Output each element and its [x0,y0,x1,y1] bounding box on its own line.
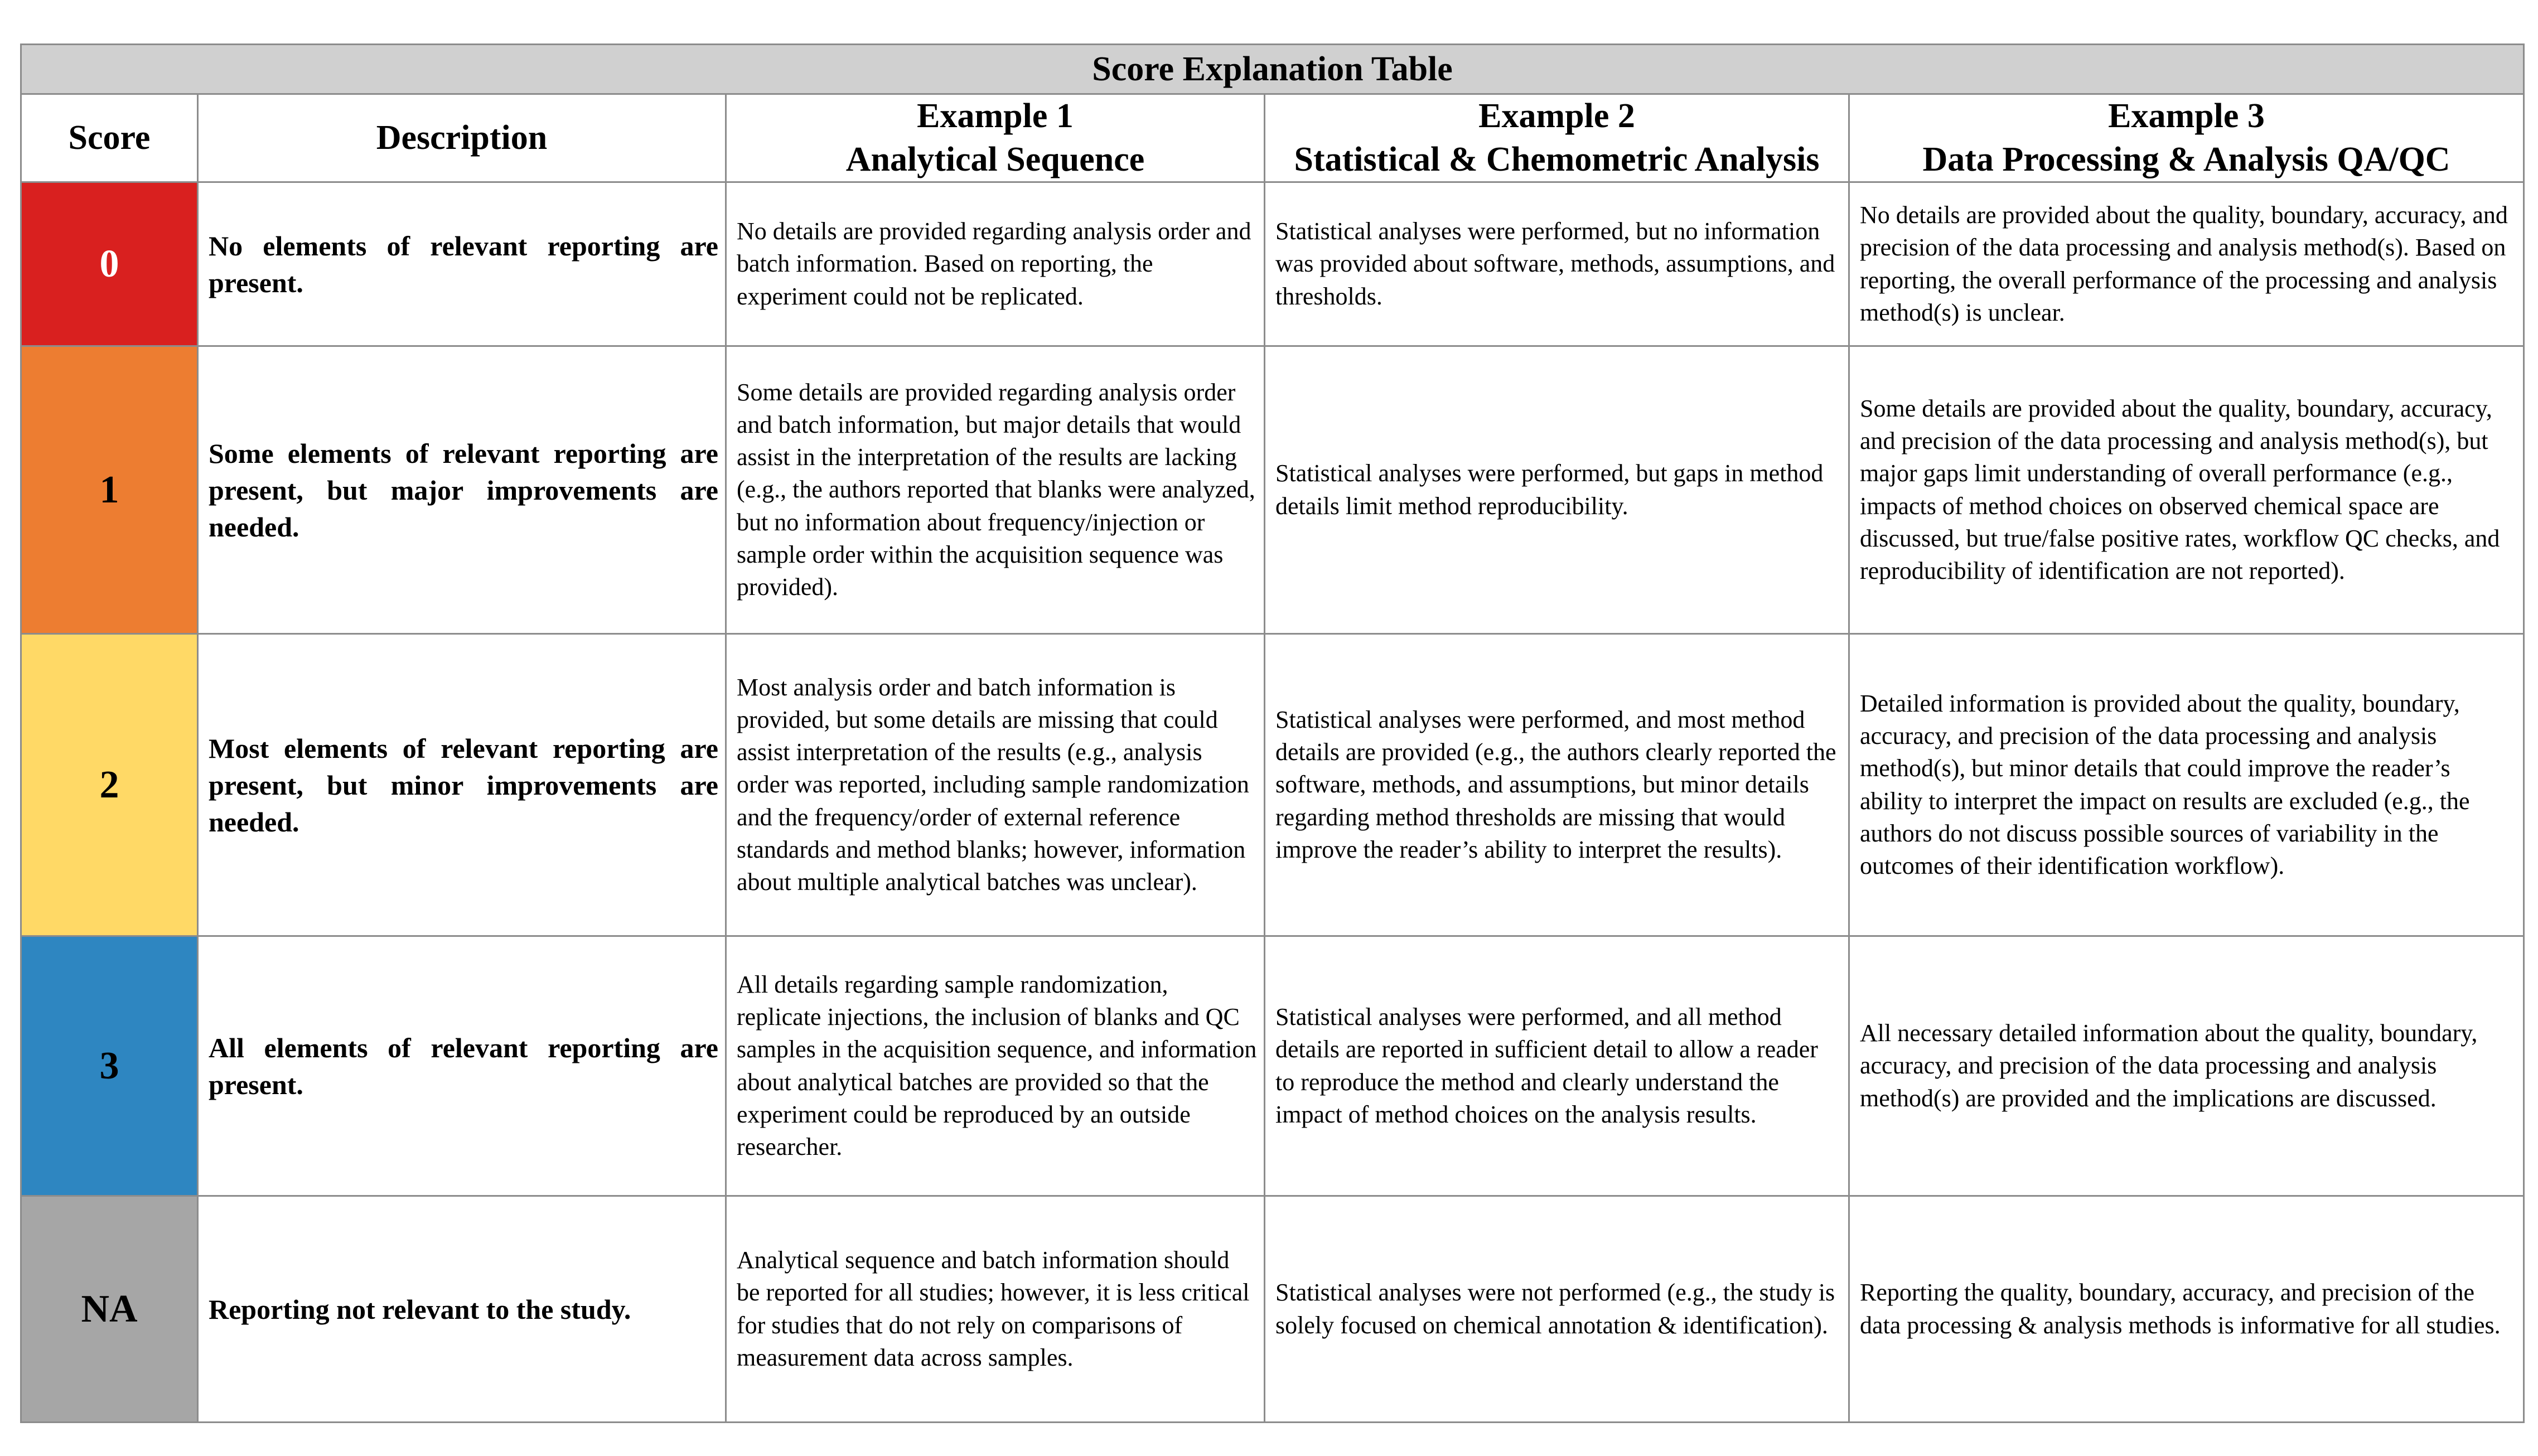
example-1-cell: All details regarding sample randomization, replicate injections, the inclusion of blanks and QC samples in the acquisition sequence, and information about analytical batches are provided so that the experiment could be reproduced by an outside researcher. [726,936,1265,1196]
example-2-cell: Statistical analyses were not performed (e.g., the study is solely focused on chemical annotation & identification). [1265,1196,1849,1423]
table-row-score-3 [21,936,2524,1196]
table-row-score-2 [21,634,2524,936]
header-example-3: Example 3 Data Processing & Analysis QA/QC [1849,94,2524,182]
score-explanation-table [20,43,2525,1423]
table-row-score-1 [21,346,2524,634]
table-header-row [21,94,2524,182]
example-3-cell: No details are provided about the quality, boundary, accuracy, and precision of the data processing and analysis method(s). Based on reporting, the overall performance of the processing and analysis method(s) is unclear. [1849,182,2524,346]
example-3-cell: All necessary detailed information about the quality, boundary, accuracy, and precision of the data processing and analysis method(s) are provided and the implications are discussed. [1849,936,2524,1196]
score-cell: 0 [21,182,198,346]
example-2-cell: Statistical analyses were performed, but gaps in method details limit method reproducibility. [1265,346,1849,634]
example-1-cell: No details are provided regarding analysis order and batch information. Based on reporting, the experiment could not be replicated. [726,182,1265,346]
example-1-cell: Analytical sequence and batch information should be reported for all studies; however, it is less critical for studies that do not rely on comparisons of measurement data across samples. [726,1196,1265,1423]
description-cell: Most elements of relevant reporting are present, but minor improvements are needed. [198,634,726,936]
score-cell: 1 [21,346,198,634]
example-3-cell: Reporting the quality, boundary, accuracy, and precision of the data processing & analysis methods is informative for all studies. [1849,1196,2524,1423]
example-2-cell: Statistical analyses were performed, and most method details are provided (e.g., the authors clearly reported the software, methods, and assumptions, but minor details regarding method thresholds are missing that would improve the reader’s ability to interpret the results). [1265,634,1849,936]
description-cell: All elements of relevant reporting are present. [198,936,726,1196]
example-2-cell: Statistical analyses were performed, and all method details are reported in sufficient detail to allow a reader to reproduce the method and clearly understand the impact of method choices on the analysis results. [1265,936,1849,1196]
description-cell: Some elements of relevant reporting are present, but major improvements are needed. [198,346,726,634]
description-cell: Reporting not relevant to the study. [198,1196,726,1423]
header-description: Description [198,94,726,182]
table-row-score-na [21,1196,2524,1423]
header-example-1: Example 1 Analytical Sequence [726,94,1265,182]
header-example-2: Example 2 Statistical & Chemometric Analysis [1265,94,1849,182]
score-cell: 2 [21,634,198,936]
example-1-cell: Most analysis order and batch information is provided, but some details are missing that could assist interpretation of the results (e.g., analysis order was reported, including sample randomization and the frequency/order of external reference standards and method blanks; however, information about multiple analytical batches was unclear). [726,634,1265,936]
example-3-cell: Detailed information is provided about the quality, boundary, accuracy, and precision of the data processing and analysis method(s), but minor details that could improve the reader’s ability to interpret the impact on results are excluded (e.g., the authors do not discuss possible sources of variability in the outcomes of their identification workflow). [1849,634,2524,936]
example-1-cell: Some details are provided regarding analysis order and batch information, but major details that would assist in the interpretation of the results are lacking (e.g., the authors reported that blanks were analyzed, but no information about frequency/injection or sample order within the acquisition sequence was provided). [726,346,1265,634]
score-cell: NA [21,1196,198,1423]
header-score: Score [21,94,198,182]
table-title-row [21,45,2524,94]
score-cell: 3 [21,936,198,1196]
table-title: Score Explanation Table [21,45,2524,94]
example-2-cell: Statistical analyses were performed, but no information was provided about software, methods, assumptions, and thresholds. [1265,182,1849,346]
description-cell: No elements of relevant reporting are present. [198,182,726,346]
example-3-cell: Some details are provided about the quality, boundary, accuracy, and precision of the data processing and analysis method(s), but major gaps limit understanding of overall performance (e.g., impacts of method choices on observed chemical space are discussed, but true/false positive rates, workflow QC checks, and reproducibility of identification are not reported). [1849,346,2524,634]
table-row-score-0 [21,182,2524,346]
